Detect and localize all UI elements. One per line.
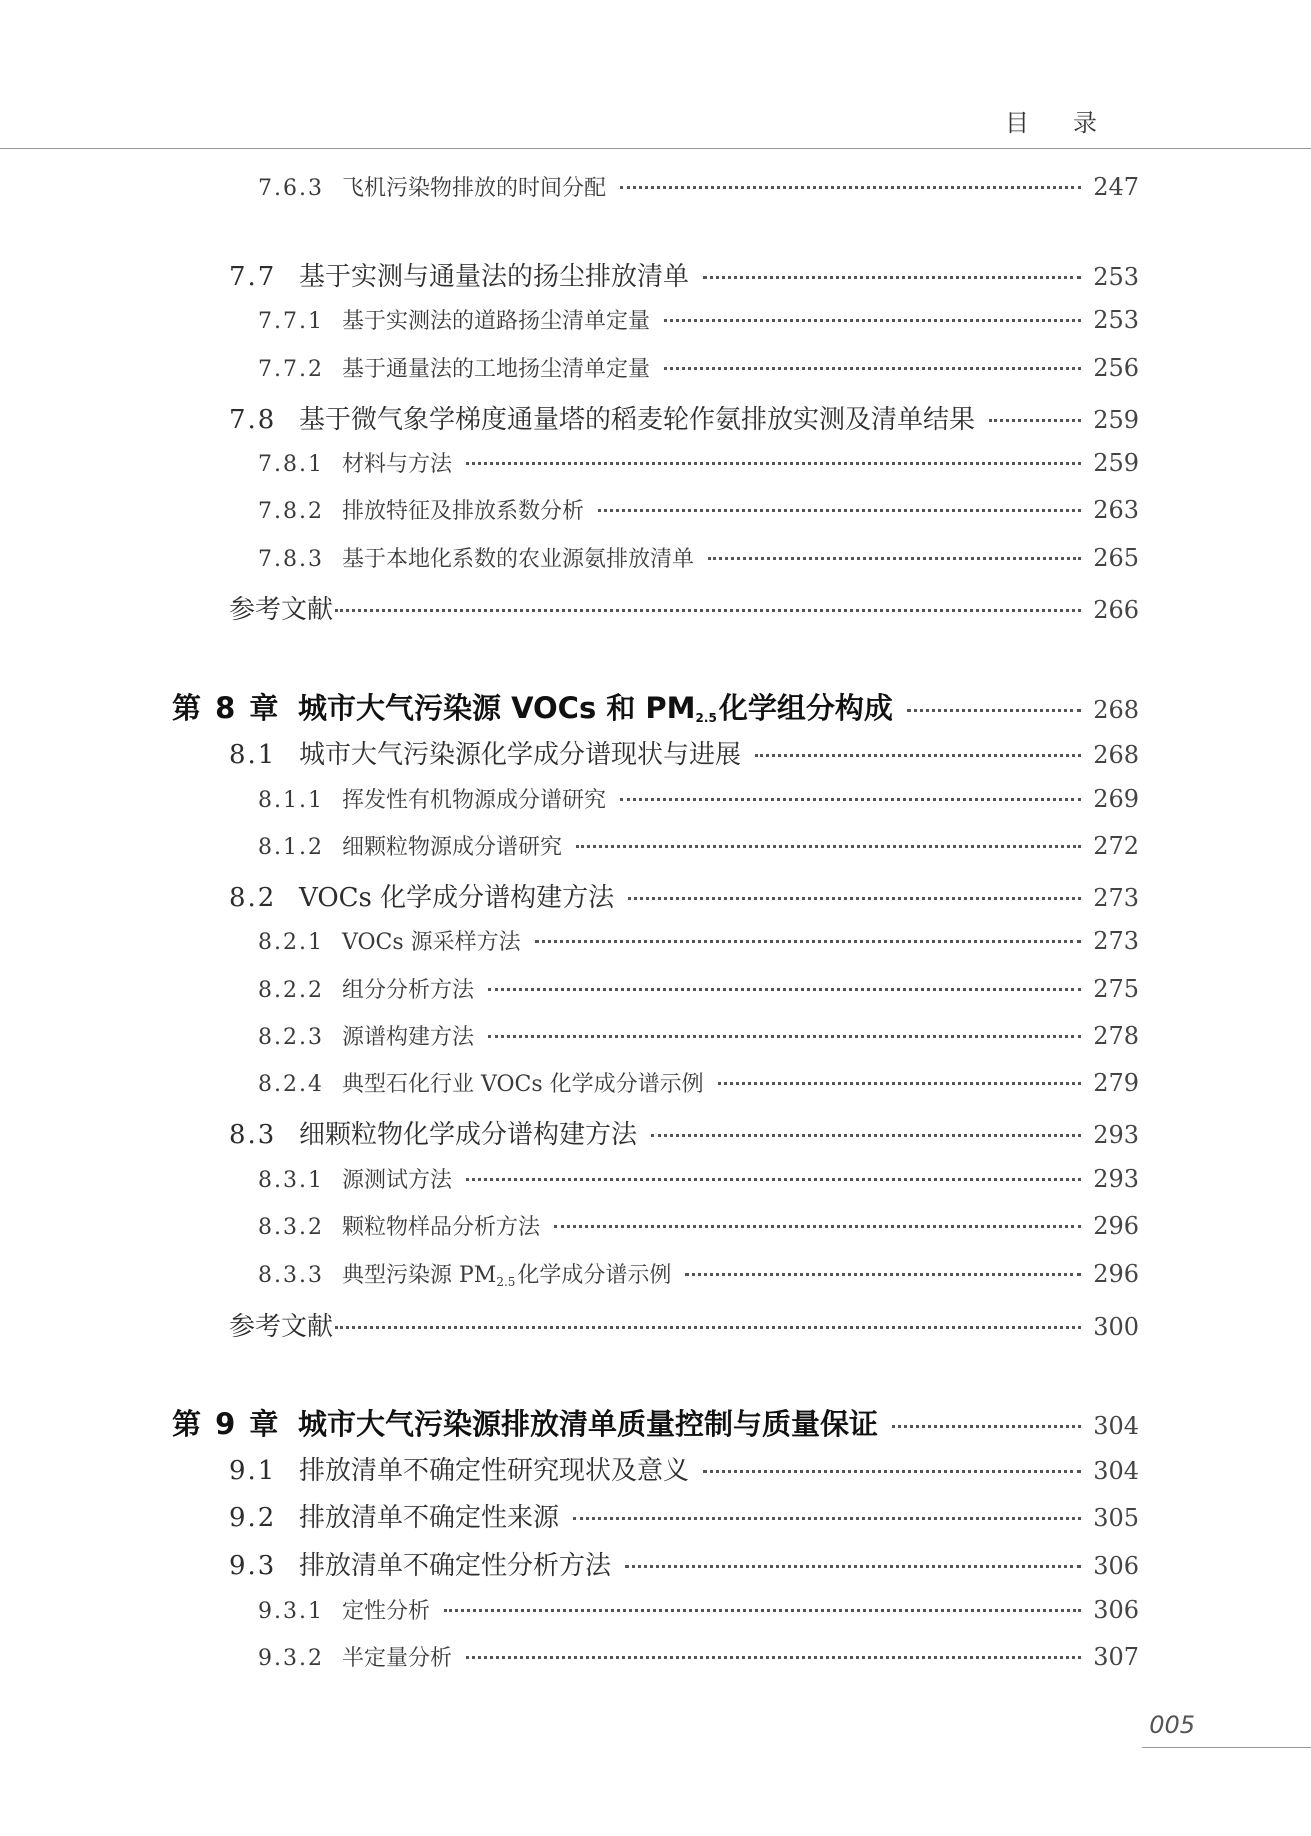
toc-entry-number: 9.2 (229, 1503, 277, 1533)
dot-leader (488, 988, 1081, 991)
toc-chapter-8[interactable] (172, 686, 1139, 727)
toc-chapter-number: 第 9 章 (172, 1407, 281, 1441)
toc-chapter-title (298, 686, 893, 727)
toc-entry-9-3[interactable] (229, 1545, 1139, 1582)
dot-leader (444, 1609, 1081, 1612)
toc-entry-9-1[interactable] (229, 1450, 1139, 1487)
toc-entry-references-ch7[interactable] (229, 589, 1139, 626)
toc-entry-page: 272 (1093, 832, 1139, 860)
toc-entry-page: 300 (1093, 1313, 1139, 1341)
toc-entry-9-3-1[interactable] (258, 1594, 1139, 1625)
dot-leader (573, 1517, 1081, 1520)
dot-leader (554, 1225, 1081, 1228)
toc-entry-title: 基于微气象学梯度通量塔的稻麦轮作氨排放实测及清单结果 (299, 405, 976, 435)
toc-entry-title: 基于本地化系数的农业源氨排放清单 (342, 547, 695, 572)
toc-entry-title: 城市大气污染源化学成分谱现状与进展 (299, 740, 742, 770)
toc-entry-page: 296 (1093, 1212, 1139, 1240)
toc-entry-number: 8.3.2 (258, 1215, 324, 1240)
toc-entry-page: 273 (1093, 884, 1139, 912)
toc-chapter-title: 城市大气污染源排放清单质量控制与质量保证 (298, 1407, 879, 1441)
dot-leader (625, 1565, 1081, 1568)
toc-entry-page: 259 (1093, 449, 1139, 477)
toc-entry-title: 排放清单不确定性研究现状及意义 (299, 1456, 690, 1486)
toc-entry-8-1-2[interactable] (258, 830, 1139, 861)
subscript: 2.5 (496, 1275, 516, 1289)
toc-entry-number: 7.8.2 (258, 499, 324, 524)
toc-entry-page: 305 (1093, 1504, 1139, 1532)
toc-entry-page: 296 (1093, 1260, 1139, 1288)
dot-leader (907, 709, 1081, 712)
footer-divider (1142, 1747, 1311, 1748)
dot-leader (685, 1273, 1081, 1276)
toc-entry-page: 307 (1093, 1643, 1139, 1671)
toc-entry-number: 8.3.1 (258, 1168, 324, 1193)
toc-entry-7-8-1[interactable] (258, 447, 1139, 478)
running-header-title: 目录 (1005, 109, 1141, 137)
toc-entry-title: 细颗粒物源成分谱研究 (342, 835, 563, 860)
dot-leader (335, 1326, 1081, 1329)
toc-entry-7-7-1[interactable] (258, 304, 1139, 335)
toc-entry-title: VOCs 化学成分谱构建方法 (299, 883, 615, 913)
toc-entry-8-3[interactable] (229, 1114, 1139, 1151)
dot-leader (535, 940, 1082, 943)
toc-entry-9-3-2[interactable] (258, 1641, 1139, 1672)
toc-entry-8-1[interactable] (229, 734, 1139, 771)
dot-leader (620, 798, 1081, 801)
toc-entry-7-8-2[interactable] (258, 494, 1139, 525)
subscript: 2.5 (695, 711, 717, 725)
dot-leader (708, 557, 1081, 560)
toc-entry-page: 265 (1093, 544, 1139, 572)
toc-entry-page: 275 (1093, 975, 1139, 1003)
toc-entry-number: 7.8.3 (258, 547, 324, 572)
toc-entry-number: 8.1.2 (258, 835, 324, 860)
toc-entry-8-2[interactable] (229, 877, 1139, 914)
toc-entry-page: 279 (1093, 1069, 1139, 1097)
toc-entry-title: 源谱构建方法 (342, 1025, 475, 1050)
toc-entry-page: 263 (1093, 496, 1139, 524)
toc-entry-title: 典型石化行业 VOCs 化学成分谱示例 (342, 1072, 704, 1097)
toc-entry-number: 7.6.3 (258, 176, 324, 201)
toc-entry-title (342, 1258, 671, 1289)
toc-entry-number: 8.2 (229, 883, 277, 913)
toc-entry-number: 8.1.1 (258, 788, 324, 813)
toc-entry-number: 9.3 (229, 1551, 277, 1581)
toc-entry-7-8[interactable] (229, 399, 1139, 436)
toc-entry-references-ch8[interactable] (229, 1306, 1139, 1343)
toc-entry-number: 8.3 (229, 1120, 277, 1150)
toc-entry-number: 8.1 (229, 740, 277, 770)
toc-entry-page: 293 (1093, 1165, 1139, 1193)
toc-entry-number: 9.1 (229, 1456, 277, 1486)
toc-entry-title: 飞机污染物排放的时间分配 (342, 176, 607, 201)
dot-leader (466, 462, 1081, 465)
toc-entry-number: 7.7.2 (258, 357, 324, 382)
toc-entry-8-3-1[interactable] (258, 1163, 1139, 1194)
toc-chapter-number: 第 8 章 (172, 691, 281, 725)
toc-entry-number: 7.7 (229, 262, 277, 292)
toc-entry-9-2[interactable] (229, 1497, 1139, 1534)
toc-entry-number: 8.2.3 (258, 1025, 324, 1050)
toc-entry-page: 269 (1093, 785, 1139, 813)
toc-entry-number: 7.8 (229, 405, 277, 435)
dot-leader (335, 609, 1081, 612)
toc-entry-title: 颗粒物样品分析方法 (342, 1215, 541, 1240)
dot-leader (755, 754, 1081, 757)
page-number: 005 (1149, 1711, 1195, 1739)
toc-entry-page: 253 (1093, 306, 1139, 334)
toc-entry-title: 排放特征及排放系数分析 (342, 499, 585, 524)
toc-entry-number: 8.2.4 (258, 1072, 324, 1097)
toc-entry-title: 参考文献 (229, 595, 334, 625)
toc-entry-8-3-2[interactable] (258, 1210, 1139, 1241)
dot-leader (664, 367, 1081, 370)
dot-leader (703, 1470, 1081, 1473)
dot-leader (989, 419, 1081, 422)
toc-entry-8-3-3[interactable] (258, 1258, 1139, 1289)
toc-entry-7-6-3[interactable] (258, 171, 1139, 202)
dot-leader (598, 509, 1081, 512)
dot-leader (466, 1178, 1081, 1181)
toc-entry-7-7-2[interactable] (258, 352, 1139, 383)
toc-entry-8-1-1[interactable] (258, 783, 1139, 814)
toc-entry-number: 8.3.3 (258, 1263, 324, 1288)
toc-entry-title: 基于实测法的道路扬尘清单定量 (342, 309, 651, 334)
dot-leader (651, 1134, 1081, 1137)
toc-chapter-9[interactable] (172, 1402, 1139, 1443)
toc-entry-number: 7.8.1 (258, 452, 324, 477)
dot-leader (664, 319, 1081, 322)
title-text: 化学组分构成 (718, 691, 893, 725)
dot-leader (718, 1082, 1082, 1085)
toc-entry-title: VOCs 源采样方法 (342, 930, 521, 955)
toc-entry-number: 9.3.2 (258, 1646, 324, 1671)
dot-leader (620, 186, 1081, 189)
toc-entry-8-2-2[interactable] (258, 973, 1139, 1004)
toc-entry-title: 排放清单不确定性分析方法 (299, 1551, 612, 1581)
toc-entry-page: 304 (1093, 1457, 1139, 1485)
toc-entry-number: 8.2.1 (258, 930, 324, 955)
toc-entry-8-2-1[interactable] (258, 925, 1139, 956)
toc-entry-page: 304 (1093, 1412, 1139, 1440)
dot-leader (488, 1035, 1081, 1038)
toc-entry-page: 259 (1093, 406, 1139, 434)
toc-entry-page: 278 (1093, 1022, 1139, 1050)
title-text: 典型污染源 PM (342, 1263, 497, 1288)
toc-entry-number: 8.2.2 (258, 978, 324, 1003)
toc-entry-title: 基于通量法的工地扬尘清单定量 (342, 357, 651, 382)
title-text: 化学成分谱示例 (517, 1263, 672, 1288)
toc-entry-page: 306 (1093, 1552, 1139, 1580)
toc-entry-number: 7.7.1 (258, 309, 324, 334)
toc-entry-page: 268 (1093, 741, 1139, 769)
toc-entry-title: 组分分析方法 (342, 978, 475, 1003)
toc-entry-page: 247 (1093, 173, 1139, 201)
dot-leader (576, 845, 1081, 848)
toc-entry-7-7[interactable] (229, 256, 1139, 293)
toc-entry-title: 材料与方法 (342, 452, 453, 477)
toc-entry-page: 306 (1093, 1596, 1139, 1624)
title-text: 城市大气污染源 VOCs 和 PM (298, 691, 696, 725)
toc-entry-number: 9.3.1 (258, 1599, 324, 1624)
toc-entry-8-2-4[interactable] (258, 1067, 1139, 1098)
dot-leader (628, 897, 1081, 900)
toc-entry-title: 定性分析 (342, 1599, 431, 1624)
toc-entry-8-2-3[interactable] (258, 1020, 1139, 1051)
toc-entry-title: 排放清单不确定性来源 (299, 1503, 560, 1533)
toc-entry-title: 细颗粒物化学成分谱构建方法 (299, 1120, 638, 1150)
dot-leader (703, 276, 1081, 279)
dot-leader (892, 1425, 1081, 1428)
toc-entry-title: 源测试方法 (342, 1168, 453, 1193)
toc-entry-page: 253 (1093, 263, 1139, 291)
toc-entry-7-8-3[interactable] (258, 542, 1139, 573)
toc-entry-page: 256 (1093, 354, 1139, 382)
toc-entry-title: 基于实测与通量法的扬尘排放清单 (299, 262, 690, 292)
toc-entry-page: 273 (1093, 927, 1139, 955)
toc-entry-title: 挥发性有机物源成分谱研究 (342, 788, 607, 813)
toc-entry-page: 268 (1093, 696, 1139, 724)
dot-leader (466, 1656, 1081, 1659)
toc-entry-title: 参考文献 (229, 1312, 334, 1342)
toc-entry-page: 293 (1093, 1121, 1139, 1149)
toc-entry-title: 半定量分析 (342, 1646, 453, 1671)
toc-entry-page: 266 (1093, 596, 1139, 624)
